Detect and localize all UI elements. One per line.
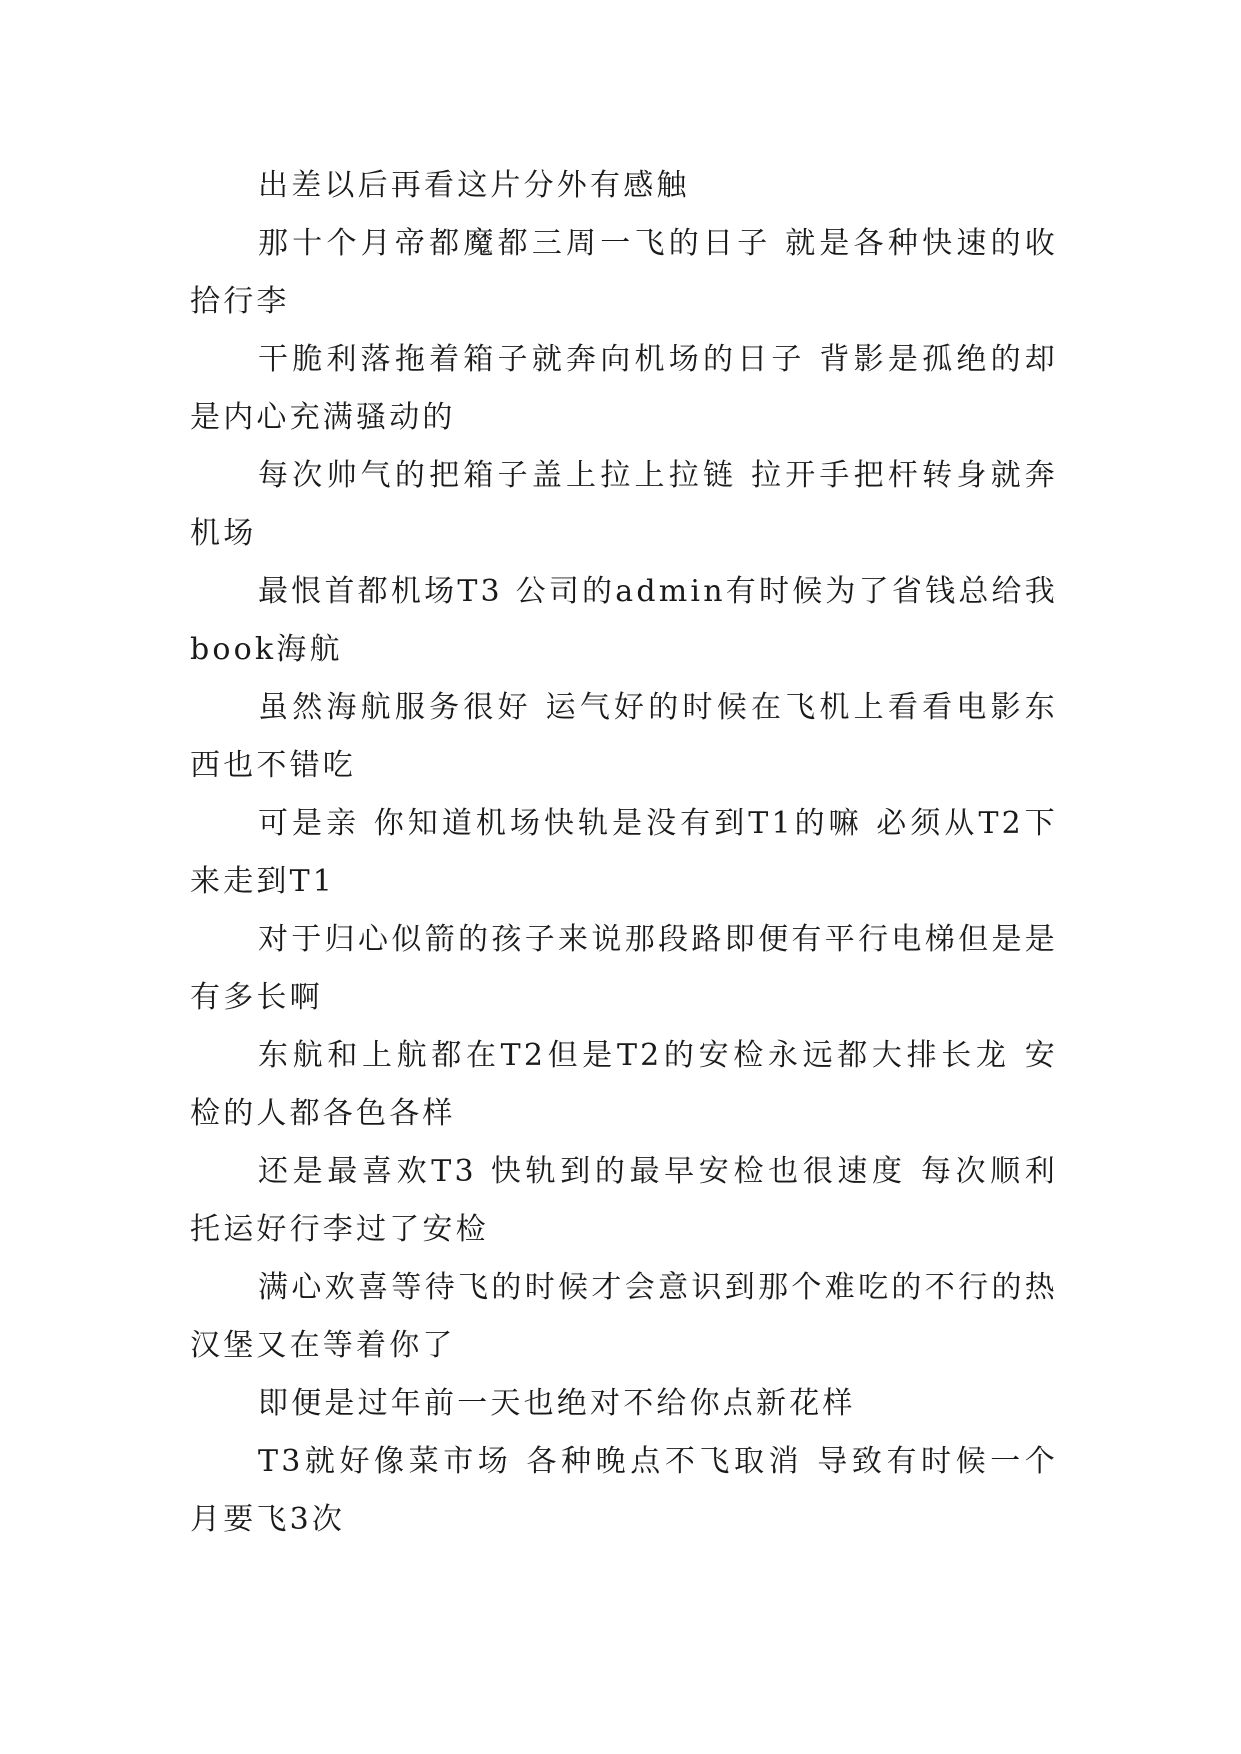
paragraph-3: 干脆利落拖着箱子就奔向机场的日子 背影是孤绝的却是内心充满骚动的	[190, 342, 1058, 435]
paragraph-13: T3就好像菜市场 各种晚点不飞取消 导致有时候一个月要飞3次	[190, 1444, 1058, 1537]
paragraph-10: 还是最喜欢T3 快轨到的最早安检也很速度 每次顺利托运好行李过了安检	[190, 1154, 1058, 1247]
paragraph-12: 即便是过年前一天也绝对不给你点新花样	[258, 1386, 856, 1421]
paragraph-7: 可是亲 你知道机场快轨是没有到T1的嘛 必须从T2下来走到T1	[190, 806, 1058, 899]
paragraph-1: 出差以后再看这片分外有感触	[258, 168, 690, 203]
paragraph-11: 满心欢喜等待飞的时候才会意识到那个难吃的不行的热汉堡又在等着你了	[190, 1270, 1058, 1363]
body-text	[190, 157, 1058, 1549]
paragraph-6: 虽然海航服务很好 运气好的时候在飞机上看看电影东西也不错吃	[190, 690, 1058, 783]
paragraph-4: 每次帅气的把箱子盖上拉上拉链 拉开手把杆转身就奔机场	[190, 458, 1058, 551]
paragraph-9: 东航和上航都在T2但是T2的安检永远都大排长龙 安检的人都各色各样	[190, 1038, 1058, 1131]
paragraph-8: 对于归心似箭的孩子来说那段路即便有平行电梯但是是有多长啊	[190, 922, 1058, 1015]
paragraph-2: 那十个月帝都魔都三周一飞的日子 就是各种快速的收拾行李	[190, 226, 1058, 319]
paragraph-5: 最恨首都机场T3 公司的admin有时候为了省钱总给我book海航	[190, 574, 1058, 667]
